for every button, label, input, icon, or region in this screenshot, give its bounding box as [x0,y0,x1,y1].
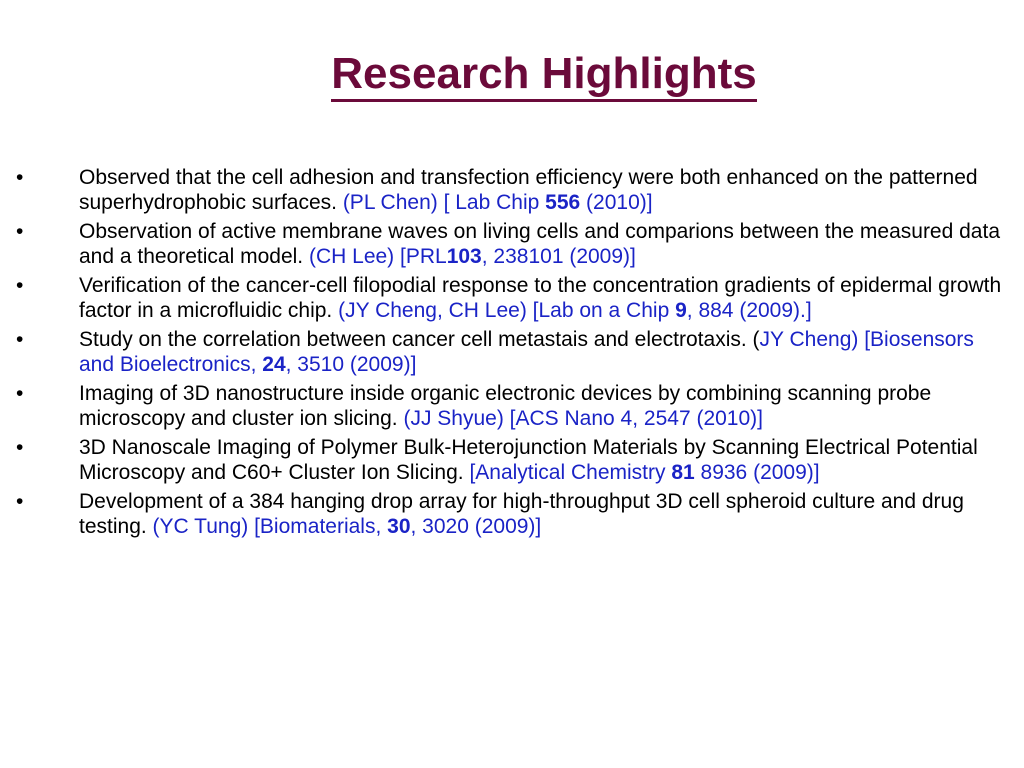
list-item [0,382,1024,431]
page-title-text: Research Highlights [331,49,756,102]
citation-text: (CH Lee) [PRL [308,244,447,268]
highlight-text: Imaging of 3D nanostructure inside organic electronic devices by combining scanning probe microscopy and cluster ion slicing. [79,382,932,430]
citation [469,461,819,484]
bullet-icon: • [16,328,24,351]
citation-volume: 24 [262,352,286,376]
list-item [0,166,1024,215]
bullet-icon: • [16,490,24,513]
citation [309,245,636,268]
citation-volume: 556 [545,190,581,214]
citation-text-end: 8936 (2009)] [694,460,820,484]
citation-volume: 9 [675,298,687,322]
citation-text: (PL Chen) [ Lab Chip [342,190,546,214]
citation [338,299,812,322]
citation [403,407,763,430]
citation-text: (JJ Shyue) [ACS Nano 4, 2547 (2010)] [403,406,763,430]
citation-text-end: , 884 (2009).] [686,298,812,322]
citation-text-end: , 238101 (2009)] [481,244,636,268]
citation [153,515,542,538]
list-item [0,436,1024,485]
citation-volume: 81 [671,460,695,484]
list-item [0,220,1024,269]
citation-volume: 30 [387,514,411,538]
page-title [0,46,1024,102]
citation-text: [Analytical Chemistry [469,460,672,484]
list-item [0,490,1024,539]
highlight-text: Observation of active membrane waves on living cells and comparions between the measured data and a theoretical model. [79,220,1000,268]
citation-text-end: , 3020 (2009)] [410,514,542,538]
bullet-icon: • [16,220,24,243]
highlights-list [0,166,1024,544]
citation-text: JY Cheng) [Biosensors and Bioelectronics, [79,328,974,376]
list-item [0,274,1024,323]
highlight-text: Verification of the cancer-cell filopodial response to the concentration gradients of epidermal growth factor in a microfluidic chip. [79,274,1002,322]
citation [343,191,653,214]
citation-volume: 103 [446,244,482,268]
citation-text: (JY Cheng, CH Lee) [Lab on a Chip [338,298,676,322]
highlight-text: 3D Nanoscale Imaging of Polymer Bulk-Heterojunction Materials by Scanning Electrical Potential Microscopy and C60+ Cluster Ion Slicing. [79,436,978,484]
bullet-icon: • [16,436,24,459]
citation-text-end: , 3510 (2009)] [285,352,417,376]
bullet-icon: • [16,382,24,405]
citation-text: (YC Tung) [Biomaterials, [152,514,388,538]
citation-text-end: (2010)] [580,190,653,214]
highlight-text: Study on the correlation between cancer cell metastais and electrotaxis. ( [79,328,760,351]
highlight-text: Observed that the cell adhesion and transfection efficiency were both enhanced on the patterned superhydrophobic surfaces. [79,166,978,214]
list-item [0,328,1024,377]
highlight-text: Development of a 384 hanging drop array for high-throughput 3D cell spheroid culture and drug testing. [79,490,964,538]
bullet-icon: • [16,166,24,189]
bullet-icon: • [16,274,24,297]
